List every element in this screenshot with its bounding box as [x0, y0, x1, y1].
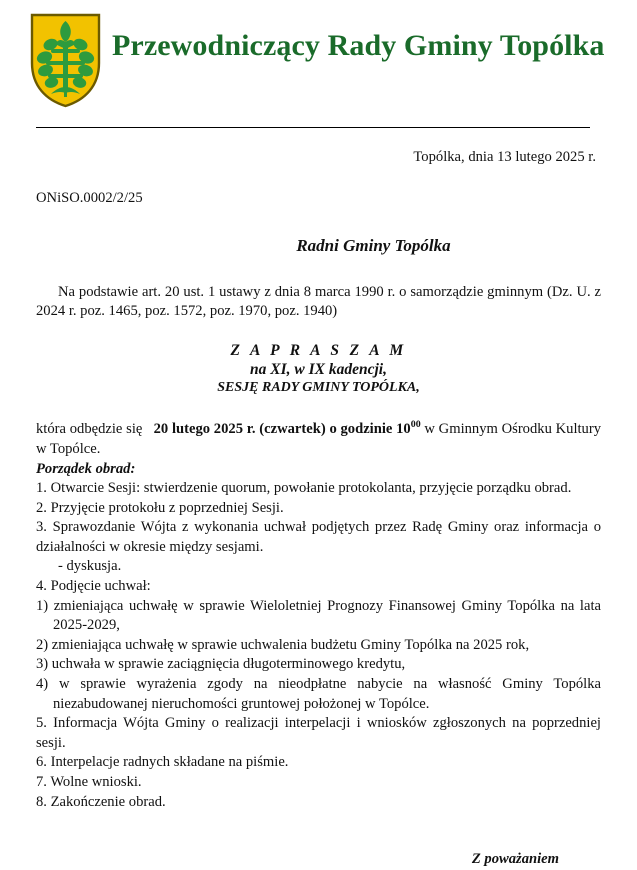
agenda-item: 5. Informacja Wójta Gminy o realizacji interpelacji i wniosków zgłoszonych na poprzedniej sesji. [36, 715, 601, 751]
agenda-subitem: 1) zmieniająca uchwałę w sprawie Wieloletniej Prognozy Finansowej Gminy Topólka na lata 2025-2029, [36, 597, 601, 634]
reference-number: ONiSO.0002/2/25 [36, 189, 143, 206]
agenda-heading: Porządek obrad: [36, 460, 136, 477]
legal-basis-paragraph: Na podstawie art. 20 ust. 1 ustawy z dnia 8 marca 1990 r. o samorządzie gminnym (Dz. U. z 2024 r. poz. 1465, poz. 1572, poz. 1970, poz. 1940) [36, 283, 601, 319]
header-divider [36, 127, 590, 128]
letterhead [0, 0, 637, 118]
agenda-item: 6. Interpelacje radnych składane na piśmie. [36, 754, 289, 771]
invitation-headline: Z A P R A S Z A M [230, 341, 407, 359]
agenda-item: 7. Wolne wnioski. [36, 773, 142, 790]
agenda-item: 2. Przyjęcie protokołu z poprzedniej Sesji. [36, 499, 284, 516]
agenda-item: 3. Sprawozdanie Wójta z wykonania uchwał podjętych przez Radę Gminy oraz informacja o działalności w okresie między sesjami. [36, 519, 601, 555]
agenda-subitem-discussion: - dyskusja. [58, 558, 122, 575]
coat-of-arms-icon [30, 13, 101, 108]
invitation-block [36, 341, 601, 397]
agenda-item: 8. Zakończenie obrad. [36, 793, 166, 810]
page-title: Przewodniczący Rady Gminy Topólka [112, 29, 605, 62]
agenda-item: 1. Otwarcie Sesji: stwierdzenie quorum, powołanie protokolanta, przyjęcie porządku obrad. [36, 480, 572, 496]
meeting-details [36, 419, 601, 459]
agenda-item: 4. Podjęcie uchwał: [36, 577, 151, 594]
place-and-date: Topólka, dnia 13 lutego 2025 r. [413, 149, 596, 165]
meeting-venue: w Gminnym Ośrodku Kultury w Topólce. [36, 420, 602, 457]
agenda-subitem: 2) zmieniająca uchwałę w sprawie uchwalenia budżetu Gminy Topólka na 2025 rok, [36, 636, 530, 653]
meeting-prefix: która odbędzie się [36, 420, 143, 437]
invitation-session-ordinal: na XI, w IX kadencji, [250, 360, 387, 378]
closing-salutation: Z poważaniem [471, 851, 559, 868]
agenda-subitem: 4) w sprawie wyrażenia zgody na nieodpłatne nabycie na własność Gminy Topólka niezabudowanej nieruchomości gruntowej położonej w Topólce. [36, 675, 601, 712]
meeting-datetime: 20 lutego 2025 r. (czwartek) o godzinie 10 [153, 420, 411, 437]
addressee: Radni Gminy Topólka [296, 236, 451, 255]
document-body [36, 140, 601, 870]
meeting-time-superscript: 00 [410, 418, 421, 430]
agenda-list [36, 479, 601, 812]
invitation-session-name: SESJĘ RADY GMINY TOPÓLKA, [217, 379, 420, 395]
agenda-subitem: 3) uchwała w sprawie zaciągnięcia długoterminowego kredytu, [36, 656, 406, 673]
